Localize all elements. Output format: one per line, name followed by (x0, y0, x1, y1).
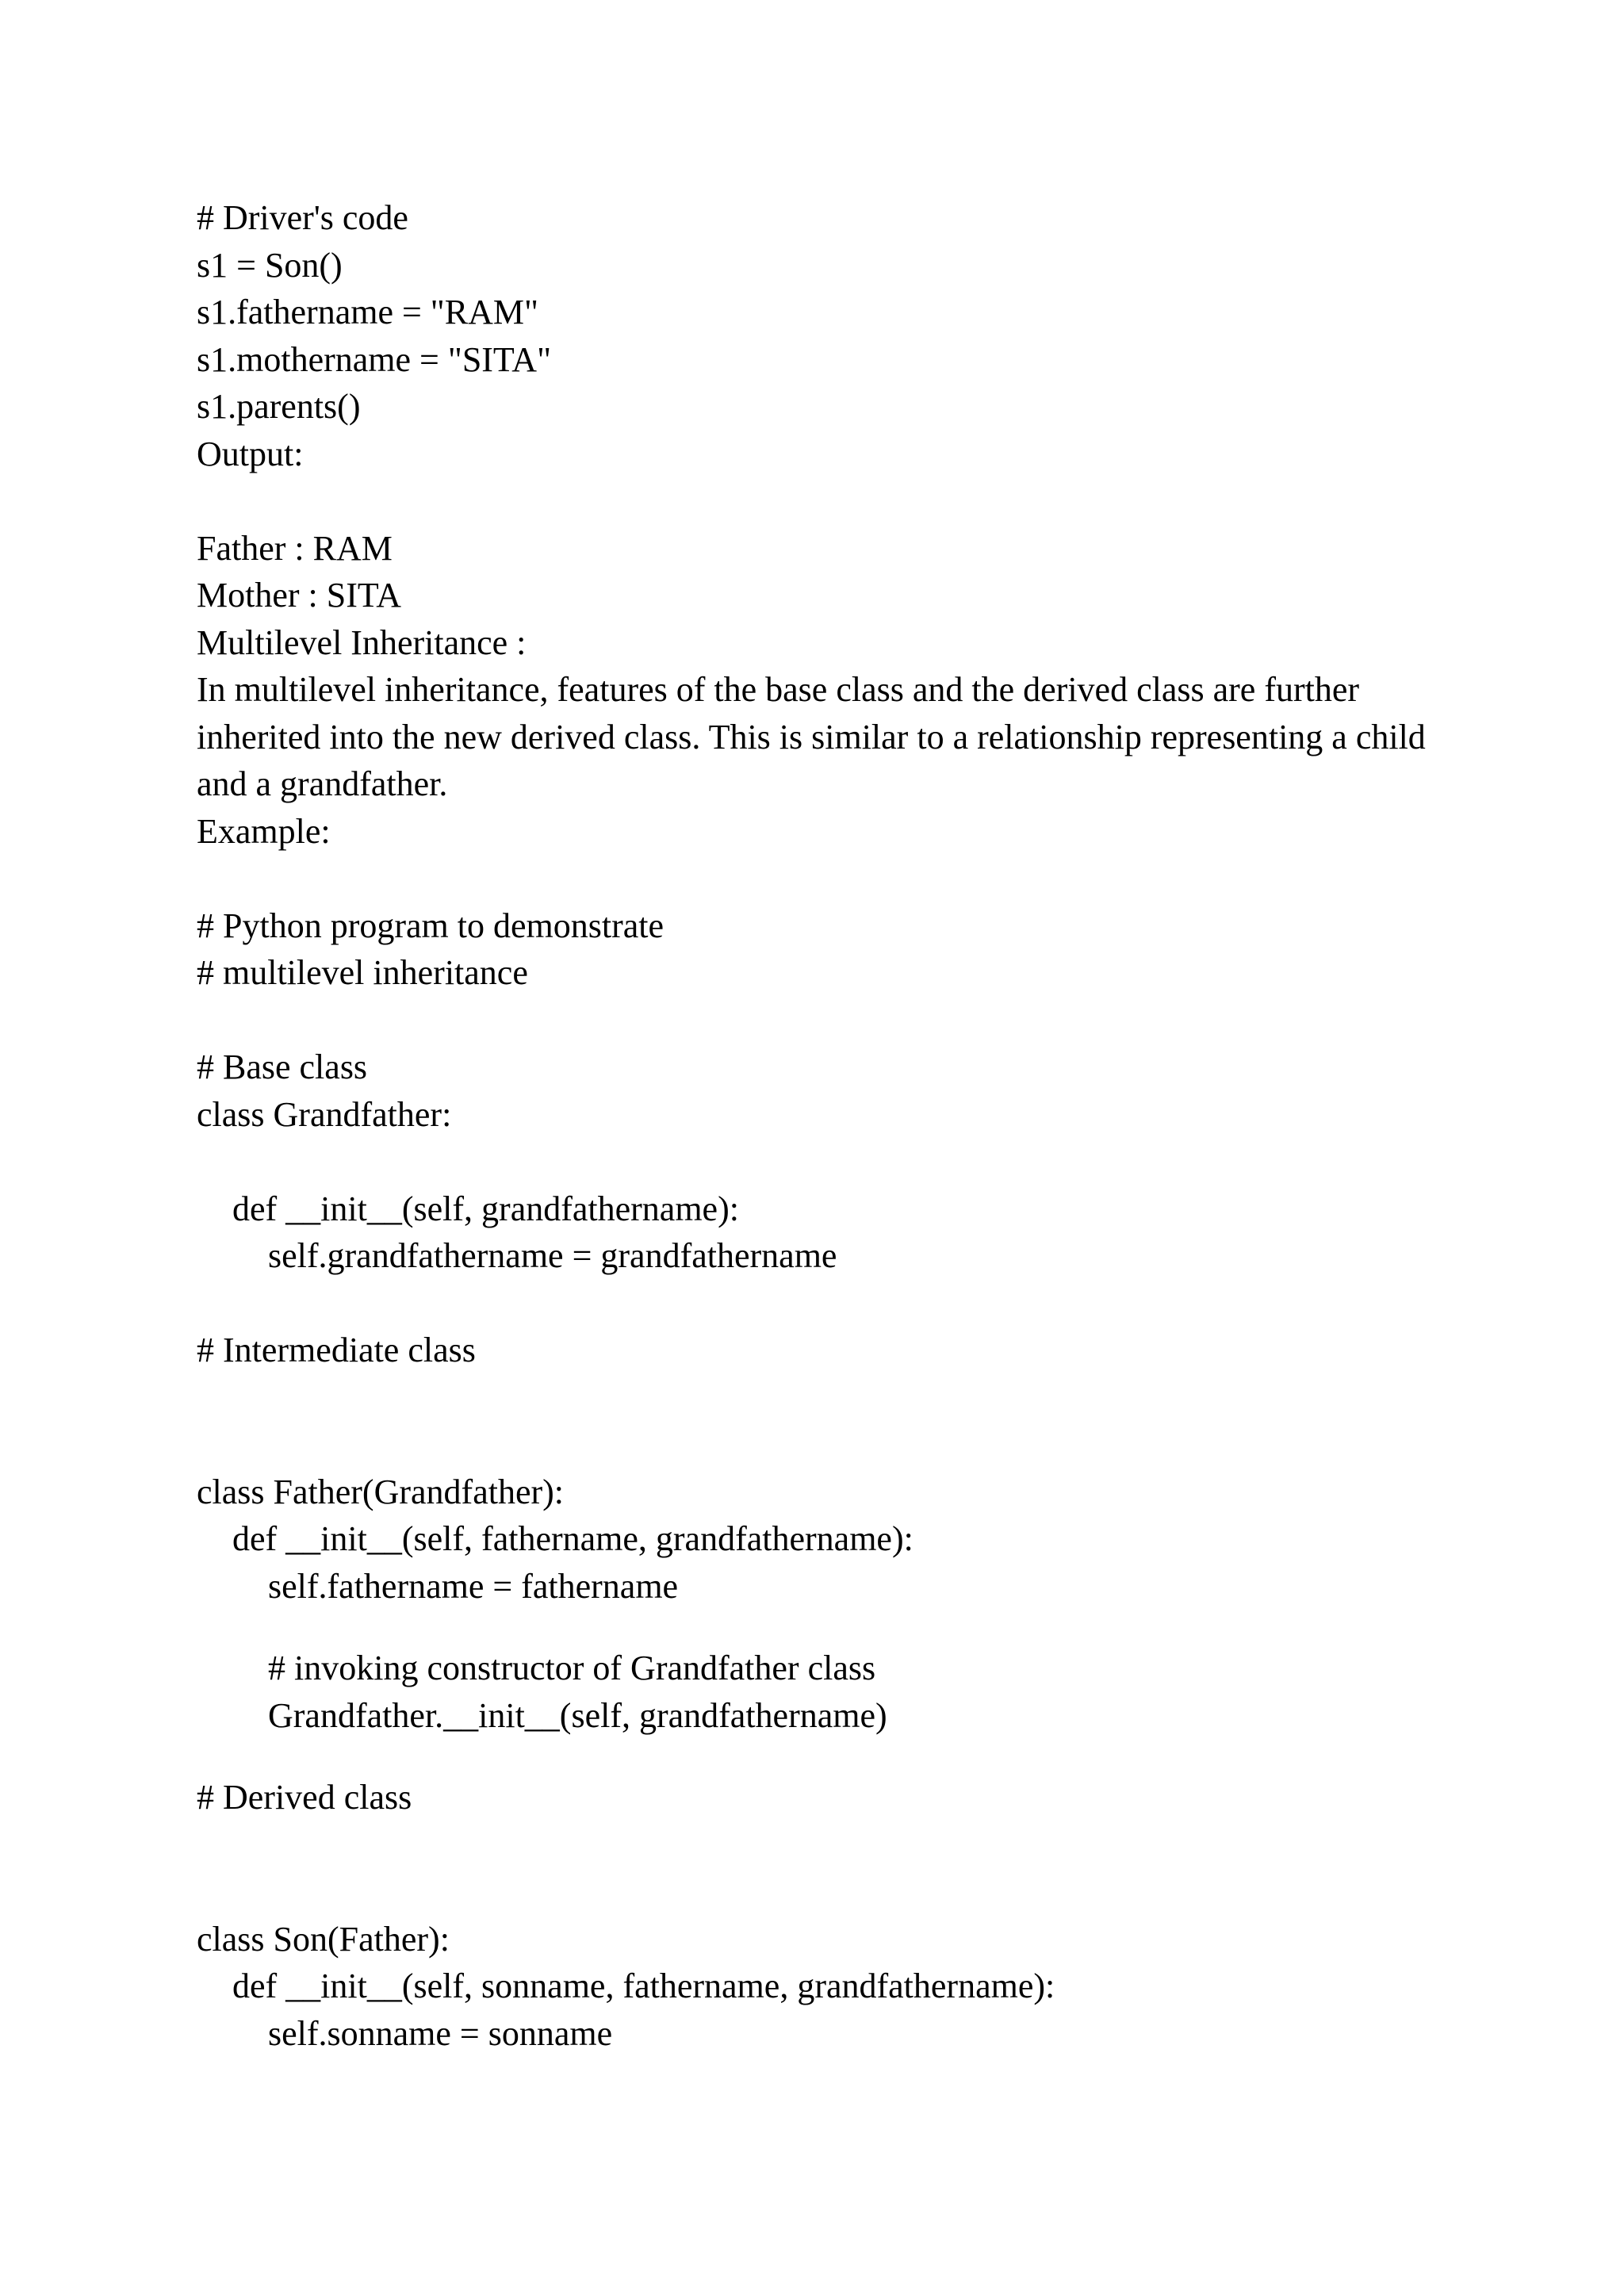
code-father-assign: self.fathername = fathername (268, 1566, 679, 1606)
code-class-son: class Son(Father): (197, 1919, 450, 1959)
spacer (197, 477, 1434, 525)
code-class-father: class Father(Grandfather): (197, 1472, 565, 1511)
code-son-init: def __init__(self, sonname, fathername, grandfathername): (232, 1967, 1055, 2005)
multilevel-description-paragraph: In multilevel inheritance, features of the base class and the derived class are further inherited into the new derived class. This is similar to a relationship representing a child and a grandfather. (197, 670, 1426, 803)
code-father-init: def __init__(self, fathername, grandfathername): (232, 1519, 914, 1558)
spacer (197, 1610, 1434, 1645)
comment-python-program: # Python program to demonstrate (197, 906, 665, 945)
spacer (197, 1374, 1434, 1469)
spacer (197, 1138, 1434, 1185)
comment-base-class: # Base class (197, 1047, 368, 1086)
comment-invoking-constructor: # invoking constructor of Grandfather class (268, 1649, 876, 1687)
comment-intermediate-class: # Intermediate class (197, 1331, 476, 1369)
spacer (197, 1280, 1434, 1327)
spacer (197, 1739, 1434, 1774)
comment-derived-class: # Derived class (197, 1778, 412, 1817)
code-line-mothername: s1.mothername = "SITA" (197, 339, 552, 379)
code-grandfather-init: def __init__(self, grandfathername): (232, 1189, 739, 1228)
code-class-grandfather: class Grandfather: (197, 1094, 452, 1134)
document-body (197, 194, 1434, 2057)
code-son-assign: self.sonname = sonname (268, 2013, 613, 2053)
code-line-parents-call: s1.parents() (197, 387, 361, 426)
code-grandfather-assign: self.grandfathername = grandfathername (268, 1236, 837, 1275)
code-line-s1-son: s1 = Son() (197, 245, 343, 285)
code-line-fathername: s1.fathername = "RAM" (197, 293, 538, 331)
output-father-line: Father : RAM (197, 528, 393, 568)
section-heading-multilevel: Multilevel Inheritance : (197, 622, 527, 662)
spacer (197, 997, 1434, 1044)
example-heading: Example: (197, 811, 331, 851)
comment-multilevel: # multilevel inheritance (197, 953, 528, 992)
output-heading: Output: (197, 434, 304, 473)
code-grandfather-init-call: Grandfather.__init__(self, grandfathername) (268, 1695, 887, 1735)
comment-drivers-code: # Driver's code (197, 198, 408, 237)
spacer (197, 855, 1434, 902)
output-mother-line: Mother : SITA (197, 576, 402, 615)
spacer (197, 1821, 1434, 1916)
